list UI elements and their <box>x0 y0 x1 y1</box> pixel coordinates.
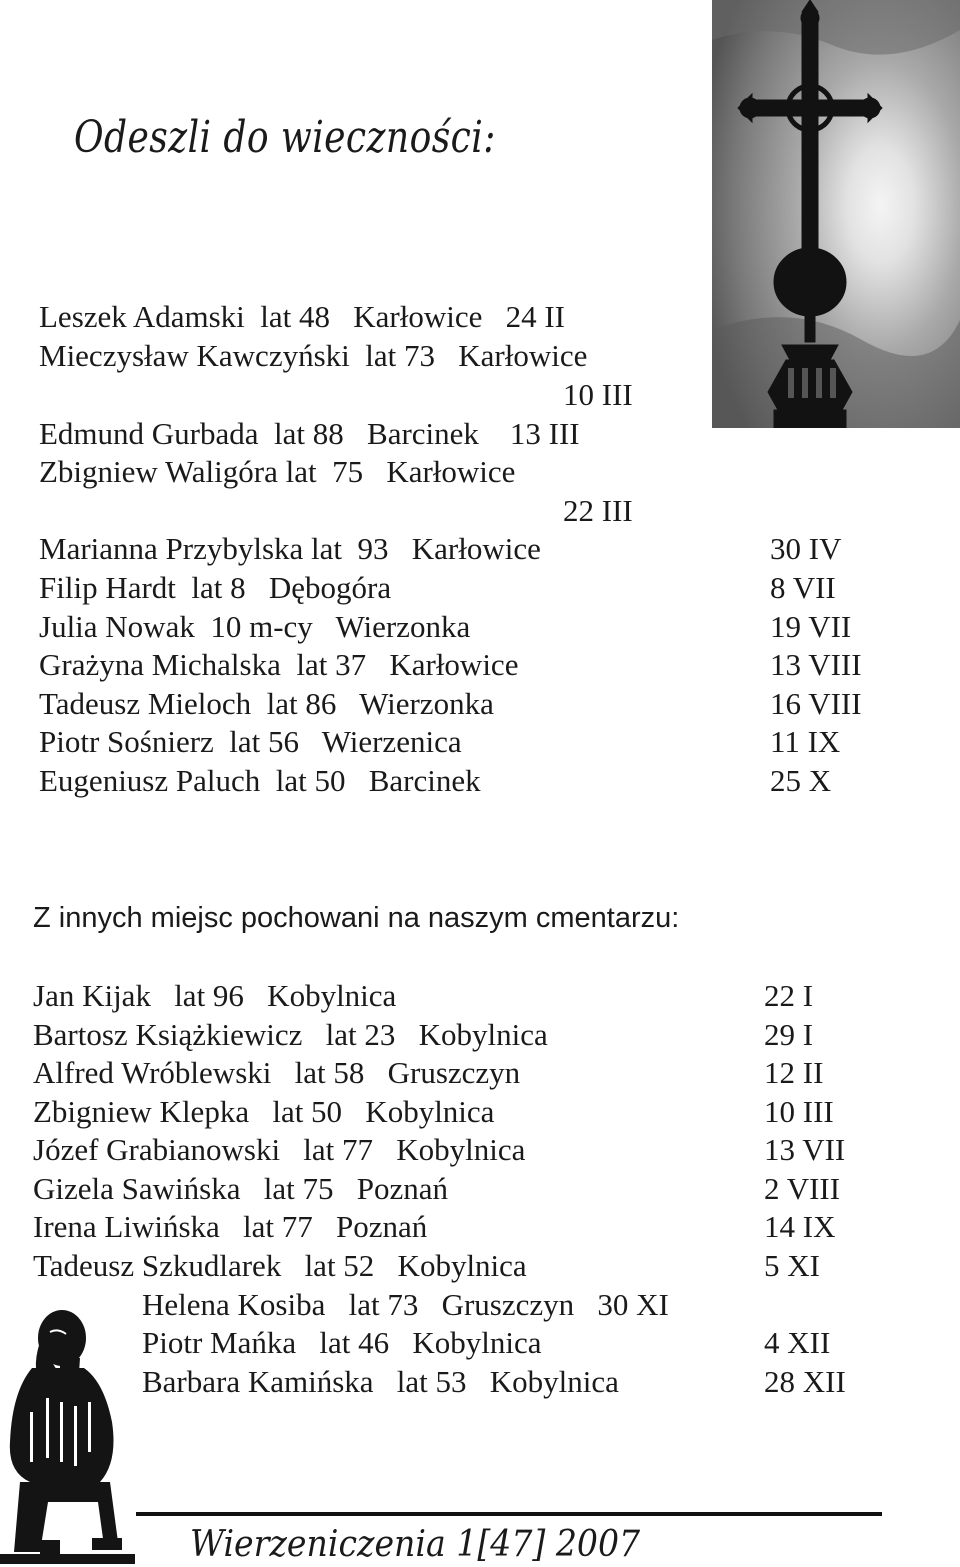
entry-date: 29 I <box>764 1017 814 1052</box>
entry-date: 30 IV <box>770 531 842 566</box>
entry-date: 5 XI <box>764 1248 820 1283</box>
page-title: Odeszli do wieczności: <box>74 112 496 163</box>
entry-text: Zbigniew Klepka lat 50 Kobylnica <box>33 1094 495 1129</box>
entry-date: 13 VIII <box>770 647 862 682</box>
entry-date: 13 VII <box>764 1132 846 1167</box>
footer-issue-label: Wierzeniczenia 1[47] 2007 <box>190 1524 641 1565</box>
entry-text: Piotr Sośnierz lat 56 Wierzenica <box>39 724 462 759</box>
entry-date: 19 VII <box>770 609 852 644</box>
entry-text: Edmund Gurbada lat 88 Barcinek 13 III <box>39 416 580 451</box>
entry-date: 10 III <box>563 377 633 412</box>
entry-text: Gizela Sawińska lat 75 Poznań <box>33 1171 448 1206</box>
cross-silhouette-icon <box>712 0 960 428</box>
entry-text: Tadeusz Mieloch lat 86 Wierzonka <box>39 686 494 721</box>
section-heading: Z innych miejsc pochowani na naszym cmentarzu: <box>33 902 680 934</box>
entry-date: 11 IX <box>770 724 841 759</box>
entry-text: Alfred Wróblewski lat 58 Gruszczyn <box>33 1055 521 1090</box>
entry-text: Zbigniew Waligóra lat 75 Karłowice <box>39 454 516 489</box>
entry-text: Barbara Kamińska lat 53 Kobylnica <box>142 1364 619 1399</box>
entry-text: Eugeniusz Paluch lat 50 Barcinek <box>39 763 481 798</box>
entry-text: Piotr Mańka lat 46 Kobylnica <box>142 1325 542 1360</box>
entry-text: Józef Grabianowski lat 77 Kobylnica <box>33 1132 526 1167</box>
entry-date: 14 IX <box>764 1209 836 1244</box>
footer-rule <box>136 1512 882 1516</box>
entry-text: Filip Hardt lat 8 Dębogóra <box>39 570 392 605</box>
entry-date: 10 III <box>764 1094 834 1129</box>
entry-text: Jan Kijak lat 96 Kobylnica <box>33 978 397 1013</box>
entry-date: 4 XII <box>764 1325 831 1360</box>
entry-text: Grażyna Michalska lat 37 Karłowice <box>39 647 519 682</box>
entry-text: Leszek Adamski lat 48 Karłowice 24 II <box>39 299 565 334</box>
entry-date: 16 VIII <box>770 686 862 721</box>
entry-date: 22 III <box>563 493 633 528</box>
entry-date: 2 VIII <box>764 1171 841 1206</box>
entry-text: Julia Nowak 10 m-cy Wierzonka <box>39 609 471 644</box>
entry-date: 25 X <box>770 763 832 798</box>
pensive-christ-woodcut <box>0 1302 135 1564</box>
entry-text: Helena Kosiba lat 73 Gruszczyn 30 XI <box>142 1287 669 1322</box>
entry-text: Tadeusz Szkudlarek lat 52 Kobylnica <box>33 1248 527 1283</box>
cross-against-sun-photo <box>712 0 960 428</box>
entry-date: 28 XII <box>764 1364 846 1399</box>
entry-text: Marianna Przybylska lat 93 Karłowice <box>39 531 541 566</box>
entry-text: Bartosz Książkiewicz lat 23 Kobylnica <box>33 1017 548 1052</box>
pensive-figure-icon <box>0 1302 135 1564</box>
entry-date: 22 I <box>764 978 814 1013</box>
entry-text: Mieczysław Kawczyński lat 73 Karłowice <box>39 338 588 373</box>
entry-date: 12 II <box>764 1055 824 1090</box>
entry-text: Irena Liwińska lat 77 Poznań <box>33 1209 428 1244</box>
entry-date: 8 VII <box>770 570 836 605</box>
